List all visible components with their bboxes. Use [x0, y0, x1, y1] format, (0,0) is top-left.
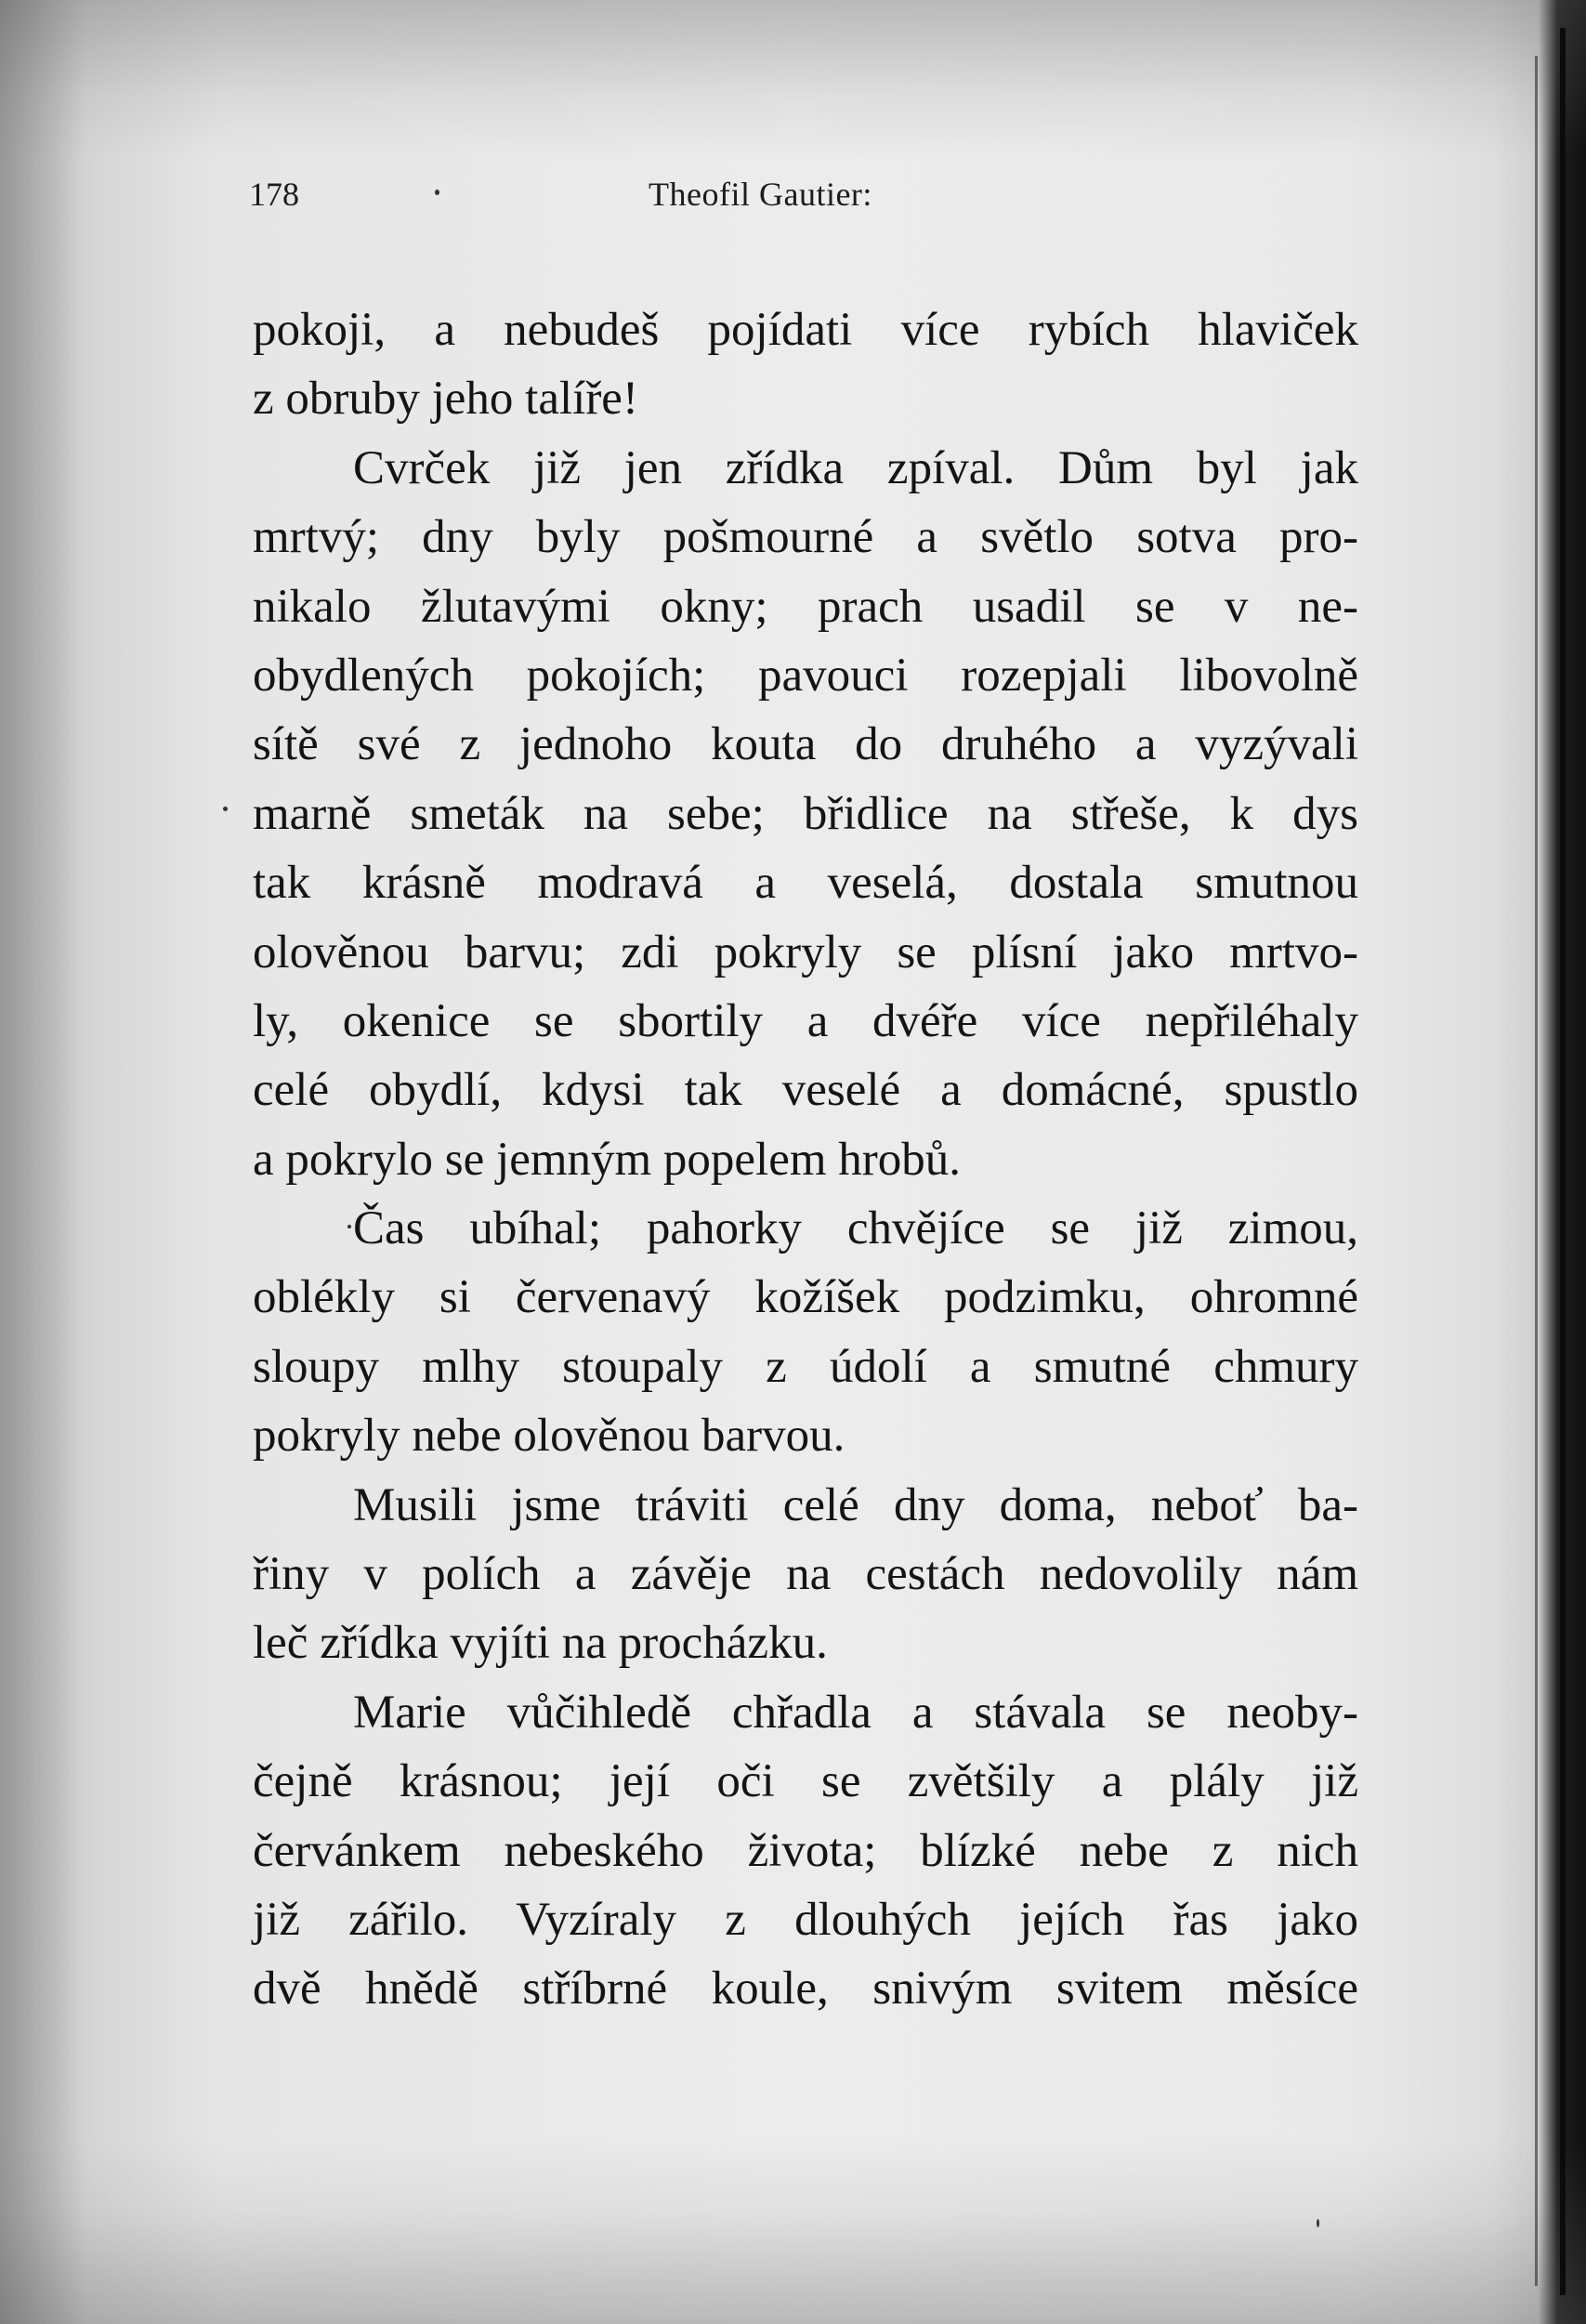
- text-line: dvě hnědě stříbrné koule, snivým svitem měsíce: [253, 1963, 1358, 2015]
- text-line: mrtvý; dny byly pošmourné a světlo sotva pro-: [253, 511, 1358, 564]
- text-line: a pokrylo se jemným popelem hrobů.: [253, 1133, 962, 1186]
- page-shadow-left: [0, 0, 84, 2324]
- text-line: již zářilo. Vyzíraly z dlouhých jejích řas jako: [253, 1893, 1358, 1946]
- running-head: [249, 175, 955, 221]
- ink-speck: [223, 807, 228, 811]
- text-line: leč zřídka vyjíti na procházku.: [253, 1617, 828, 1670]
- paragraph-first-line: Marie vůčihledě chřadla a stávala se neoby-: [353, 1686, 1358, 1739]
- text-line: červánkem nebeského života; blízké nebe z nich: [253, 1824, 1358, 1877]
- paragraph-first-line: Cvrček již jen zřídka zpíval. Dům byl jak: [353, 441, 1358, 494]
- text-line: oblékly si červenavý kožíšek podzimku, ohromné: [253, 1271, 1358, 1324]
- text-line: čejně krásnou; její oči se zvětšily a plály již: [253, 1755, 1358, 1808]
- text-line: pokoji, a nebudeš pojídati více rybích hlaviček: [253, 304, 1358, 356]
- text-line: marně smeták na sebe; břidlice na střeše, k dys: [253, 787, 1358, 840]
- text-line: olověnou barvu; zdi pokryly se plísní jako mrtvo-: [253, 926, 1358, 978]
- page-shadow-top: [0, 0, 1586, 158]
- text-line: sloupy mlhy stoupaly z údolí a smutné chmury: [253, 1340, 1358, 1393]
- page-edge-dark: [1560, 28, 1566, 2295]
- page-number: 178: [249, 176, 299, 213]
- text-line: celé obydlí, kdysi tak veselé a domácné, spustlo: [253, 1064, 1358, 1117]
- text-line: sítě své z jednoho kouta do druhého a vyzývali: [253, 718, 1358, 771]
- body-text: [253, 295, 1358, 2024]
- text-line: ly, okenice se sbortily a dvéře více nepřiléhaly: [253, 994, 1358, 1047]
- text-line: obydlených pokojích; pavouci rozepjali libovolně: [253, 649, 1358, 702]
- text-line: pokryly nebe olověnou barvou.: [253, 1410, 845, 1463]
- running-head-title: Theofil Gautier:: [649, 176, 872, 213]
- ink-speck: [1317, 2219, 1319, 2227]
- text-line: řiny v polích a závěje na cestách nedovolily nám: [253, 1548, 1358, 1601]
- page-edge-line: [1535, 56, 1538, 2286]
- page-shadow-bottom: [0, 2138, 1586, 2324]
- paragraph-first-line: Čas ubíhal; pahorky chvějíce se již zimou,: [353, 1202, 1358, 1255]
- text-line: z obruby jeho talíře!: [253, 373, 638, 426]
- text-line: nikalo žlutavými okny; prach usadil se v ne-: [253, 580, 1358, 633]
- text-line: tak krásně modravá a veselá, dostala smutnou: [253, 857, 1358, 910]
- paragraph-first-line: Musili jsme tráviti celé dny doma, neboť ba-: [353, 1478, 1358, 1531]
